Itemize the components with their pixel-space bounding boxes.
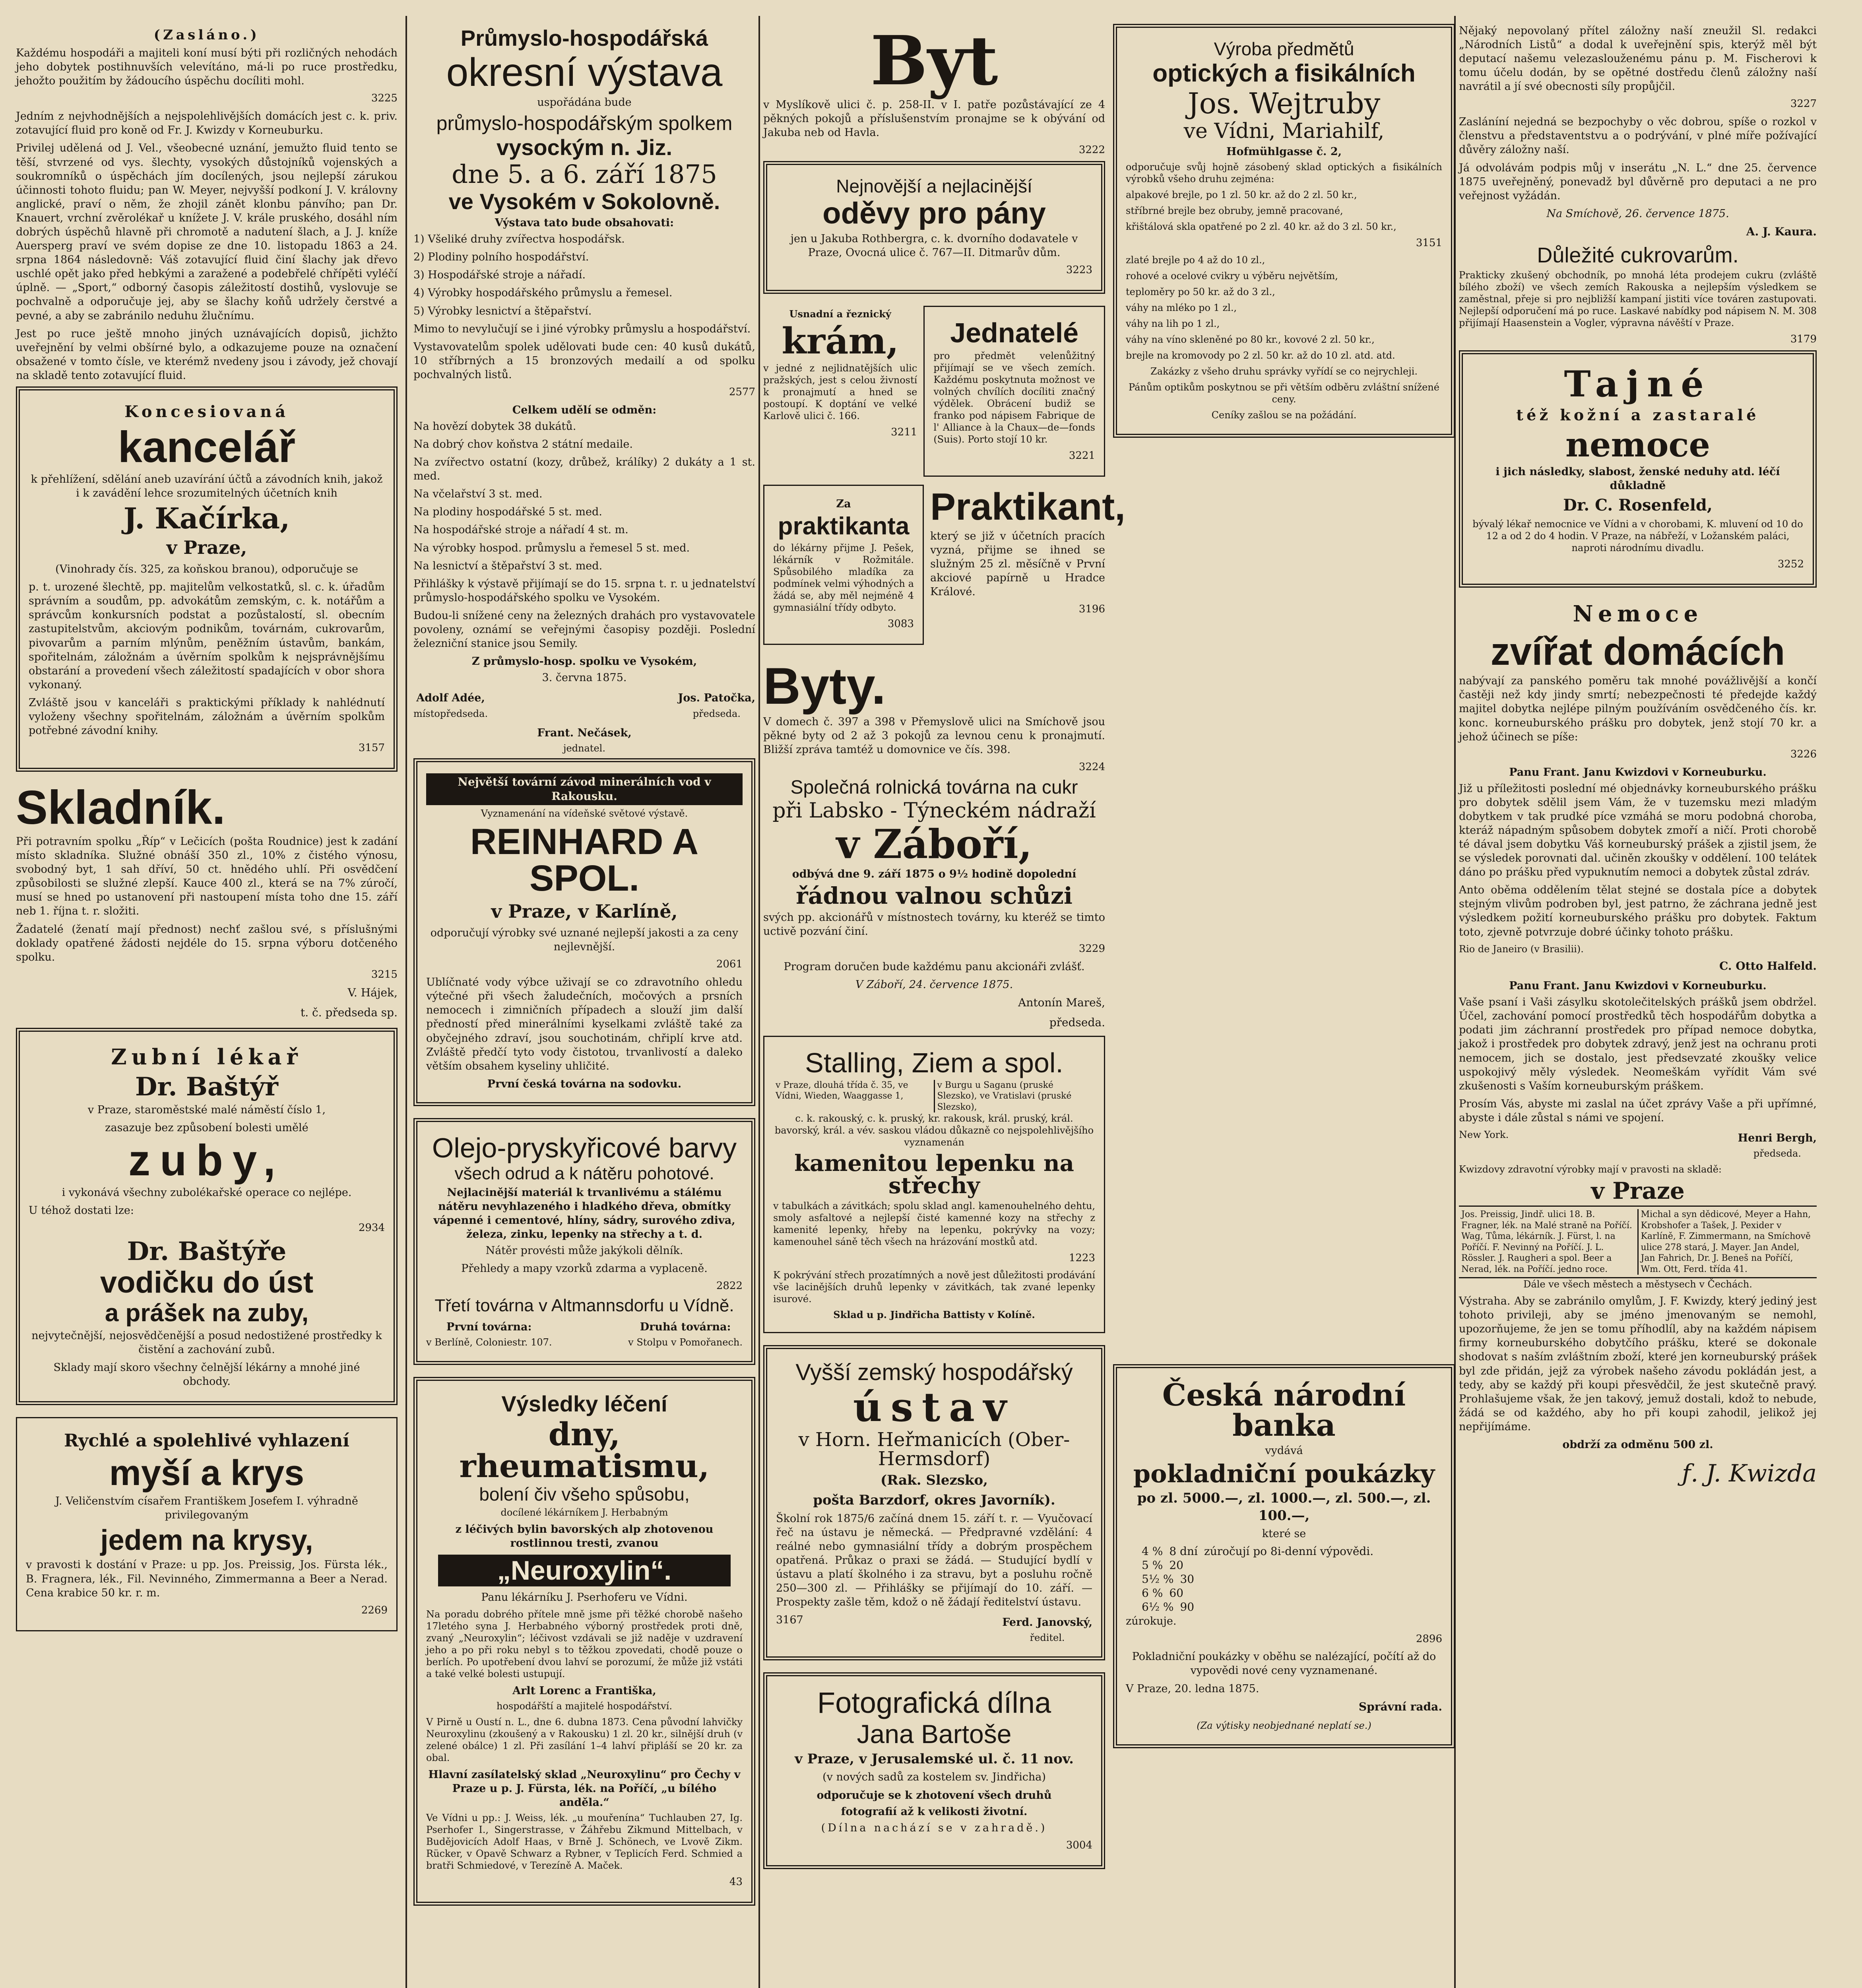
ad-number: 1223 <box>1069 1252 1095 1264</box>
ad-name: Jana Bartoše <box>857 1719 1012 1749</box>
factory-row <box>426 1318 743 1352</box>
ad-list-item: rohové a ocelové cvikry u výběru největším, <box>1126 270 1338 282</box>
rate-days: 8 dní <box>1169 1545 1198 1558</box>
ad-headline: Olejo-pryskyřicové barvy <box>432 1132 737 1163</box>
ad-text: Při potravním spolku „Říp“ v Lečicích (pošta Roudnice) jest k zadání místo skladníka. Služné obnáší 350 zl., 10% z čistého výnosu, svobodný byt, 1 sah dříví, 50 ct. hnědého uhlí. Při osvědčení způsobilosti se služné zlepší. Kauce 400 zl., která se na 7% zúročí, musí se hned po ustanovení při nastoupení místa toho dne 15. září neb 1. října t. r. složiti. <box>16 835 398 918</box>
ad-subheading: Celkem udělí se odměn: <box>512 404 657 416</box>
ad-text: Školní rok 1875/6 začíná dnem 15. září t. r. — Vyučovací řeč na ústavu je německá. — Předpravné vzdělání: 4 reálné nebo gymnasiální třídy a dobrým prospěchem opatřená. Průkaz o praxi se žádá. — Studující bydlí v ústavu a platí školného i za stravu, byt a posluhu ročně 250—300 zl. — Přihlášky se přijímají do 10. září. — Prospekty zašle těm, kdož o ně žádají ředitelství ústavu. <box>776 1512 1092 1609</box>
ad-text: v Myslíkově ulici č. p. 258-II. v I. patře pozůstávající ze 4 pěkných pokojů a příslušenstvím pronajme se k obývání od Jakuba neb od Havla. <box>763 99 1105 139</box>
ad-text: Na poradu dobrého přítele mně jsme při těžké chorobě našeho 17letého syna J. Herbabného výborný prostředek proti dně, zvaný „Neuroxylin“; léčivost vzdávali se již naděje v uzdravení jeho a po při roku nebyl s to těžkou zpovedati, chodě pouze o berlích. Po upotřebení dvou lahví se porozumí, že může již vstáti a také velké bolesti ustupují. <box>426 1608 743 1679</box>
rate-percent: 5 % <box>1142 1559 1163 1572</box>
column-1 <box>16 24 398 1643</box>
rate-days: 60 <box>1169 1586 1183 1600</box>
ad-text: U téhož dostati lze: <box>29 1204 134 1217</box>
ad-title: Nejnovější a nejlacinější <box>836 176 1032 197</box>
ad-list-item: váhy na víno skleněné po 80 kr., kovové 2 zl. 50 kr., <box>1126 334 1375 345</box>
ad-signature: Henri Bergh, <box>1738 1132 1817 1144</box>
ad-headline: kancelář <box>118 423 296 472</box>
ad-name: Dr. Baštýř <box>135 1072 278 1102</box>
ad-number: 2269 <box>361 1604 388 1616</box>
rate-days: 20 <box>1169 1559 1183 1572</box>
column-rule <box>405 16 407 1988</box>
ad-number: 3222 <box>1078 144 1105 156</box>
odevy-ad <box>763 161 1105 294</box>
ad-text: odporučují výrobky své uznané nejlepší jakosti a za ceny nejlevnější. <box>430 927 739 953</box>
ad-salutation: Panu Frant. Janu Kwizdovi v Korneuburku. <box>1509 980 1767 992</box>
olejo-ad <box>413 1118 755 1365</box>
ad-text: obdrží za odměnu 500 zl. <box>1562 1439 1713 1451</box>
zaslano-paragraph: Jest po ruce ještě mnoho jiných uznávajících dopisů, jichžto uveřejnění by velmi obšírné bylo, a odkazujeme pouze na označení obsažené v tomto čísle, ve kterémž nvedeny jsou i závody, jež chovají na skladě tento zotavující fluid. <box>16 327 398 382</box>
ad-number: 2061 <box>716 958 743 971</box>
ad-text: Vyznamenání na vídeňské světové výstavě. <box>481 808 688 819</box>
ad-headline: Jednatelé <box>950 317 1079 349</box>
column-5 <box>1459 24 1817 1487</box>
ad-text: Kwizdovy zdravotní výrobky mají v pravosti na skladě: <box>1459 1164 1722 1175</box>
byt-ad <box>763 21 1105 157</box>
ad-text: též kožní a zastaralé <box>1516 406 1759 424</box>
ad-date: V Praze, 20. ledna 1875. <box>1126 1682 1259 1695</box>
optika-ad <box>1113 24 1455 438</box>
byty-ad <box>763 656 1105 774</box>
ad-text: Žadatelé (ženatí mají přednost) nechť zašlou své, s příslušnými doklady opatřené žádosti nejdéle do 15. srpna výboru dotčeného spolku. <box>16 923 398 963</box>
ad-text: (Rak. Slezsko, <box>880 1472 988 1489</box>
ad-text: odporučuje svůj hojně zásobený sklad optických a fisikálních výrobků všeho druhu zejména: <box>1126 161 1442 185</box>
rate-row <box>1142 1545 1442 1558</box>
ad-number: 3167 <box>776 1614 803 1627</box>
rate-days: 90 <box>1180 1600 1195 1614</box>
ad-text: Druhá továrna: <box>640 1321 731 1334</box>
ustav-ad <box>763 1345 1105 1660</box>
ad-city: v Praze, <box>166 537 247 559</box>
ad-text: nejvytečnější, nejosvědčenější a posud nedostižené prostředky k čistění a zachování zubů. <box>31 1329 382 1356</box>
ad-title: Společná rolnická továrna na cukr <box>790 777 1078 798</box>
stockist-left: Jos. Preissig, Jindř. ulici 18. B. Fragner, lék. na Malé straně na Poříčí. Wag, Tůma, lékárník. J. Fürst, l. na Poříčí. F. Nevinný na Poříčí. J. L. Rössler. J. Raugheri a spol. Beer a Nerad, lék. na Poříčí. jedno roce. <box>1459 1209 1639 1275</box>
kram-ad <box>763 306 917 477</box>
ad-name: Dr. C. Rosenfeld, <box>1563 495 1713 514</box>
ad-text: Výstraha. Aby se zabránilo omylům, J. F. Kwizdy, který jediný jest tohoto privileji, aby se jméno jmenovaným se nemohl, upozorňujeme, že jen se tomu příhodlíl, aby na každém nápisem firmy korneuburského dobytčího prášku, které se dokonale shodovat s naším zvláštním zboží, které jen korneuburský prášek byl zde přidán, jejž za výrobek našeho závodu pokládán jest, a tedy, aby se každý při koupi přesvědčil, že jest skutečně pravý. Prohlašujeme však, že jen takový, jemuž dostali, kdož to nebude, žádá se od každého, aby ho při koupi zahodil, jelikož jej nepřijímáme. <box>1459 1295 1817 1433</box>
ad-place: ve Vysokém v Sokolovně. <box>448 189 720 214</box>
ad-text: Nejlacinější materiál k trvanlivému a stálému nátěru nevyhlazeného i hladkého dřeva, obmítky vápenné i cementové, hlíny, sádry, surového zdiva, železa, zinku, lepenky na střechy a t. d. <box>433 1186 735 1241</box>
ad-address: Hofmühlgasse č. 2, <box>1226 146 1342 158</box>
rate-table <box>1126 1545 1442 1613</box>
ad-list-item: teploměry po 50 kr. až do 3 zl., <box>1126 286 1275 297</box>
ad-text: v tabulkách a závitkách; spolu sklad angl. kamenouhelného dehtu, smoly asfaltové a nejlepší čisté kamenné kozy na střechy z kamenité lepenky, hřeby na lepenku, pokrývky na vozy; kamenouhel sáně těch všech na hrázování mostků atd. <box>773 1200 1095 1248</box>
ad-number: 3223 <box>1066 264 1092 276</box>
ad-number: 3225 <box>371 92 398 105</box>
ad-signature: Arlt Lorenc a Františka, <box>512 1684 656 1697</box>
ad-text: Prosím Vás, abyste mi zaslal na účet zprávy Vaše a při upřímné, abyste i dále zůstal s námi ve spojení. <box>1459 1097 1817 1124</box>
ad-signature: Frant. Nečásek, <box>537 726 632 739</box>
ad-text: bolení čiv všeho spůsobu, <box>479 1484 690 1505</box>
ad-headline: praktikanta <box>778 512 910 540</box>
ad-signature-role: t. č. předseda sp. <box>301 1006 398 1019</box>
ad-text: Ceníky zašlou se na požádání. <box>1211 409 1357 421</box>
ad-text: v pravosti k dostání v Praze: u pp. Jos. Preissig, Jos. Fürsta lék., B. Fragnera, lék., Fil. Nevinného, Zimmermanna a Beer a Nerad. Cena krabice 50 kr. r. m. <box>26 1559 388 1599</box>
ad-text: Třetí továrna v Altmannsdorfu u Vídně. <box>434 1296 734 1316</box>
column-4 <box>1113 24 1455 1760</box>
ad-text: i jich následky, slabost, ženské neduhy atd. léčí důkladně <box>1495 465 1780 492</box>
rate-row <box>1142 1586 1442 1600</box>
ad-number: 3157 <box>358 742 385 754</box>
ad-title: Výroba předmětů <box>1214 39 1354 59</box>
ad-number: 3196 <box>1078 603 1105 615</box>
ad-headline: v Záboří, <box>836 820 1032 868</box>
signature-row <box>776 1613 1092 1648</box>
ad-text: (v nových sadů za kostelem sv. Jindřicha) <box>822 1771 1046 1784</box>
foto-ad <box>763 1672 1105 1869</box>
ad-text: Pokladniční poukázky v oběhu se nalézající, počítí až do vypovědi nové ceny vyznamenané. <box>1132 1650 1436 1677</box>
ad-list-item: Na zvířectvo ostatní (kozy, drůbež, králíky) 2 dukáty a 1 st. med. <box>413 456 755 483</box>
ad-text: Program doručen bude každému panu akcionáři zvlášť. <box>784 960 1085 973</box>
ad-text: pro předmět velenůžitný přijímají se ve všech zemích. Každému poskytnuta možnost ve volných chvílích docíliti značný výdělek. Obrácení budiž se franko pod nápisem Fabrique de l' Alliance à la Chaux—de—fonds (Suis). Porto stojí 10 kr. <box>933 350 1095 445</box>
signature-row <box>413 689 755 723</box>
ad-signature-role: předseda. <box>692 708 741 719</box>
ad-number: 43 <box>729 1876 743 1888</box>
ad-signature: Antonín Mareš, <box>1018 996 1105 1010</box>
ad-text: V domech č. 397 a 398 v Přemyslově ulici na Smíchově jsou pěkné byty od 2 až 3 pokojů za levnou cenu k pronajmutí. Bližší zpráva tamtéž u domovnice ve čís. 398. <box>763 715 1105 756</box>
ad-text: v jedné z nejlidnatějších ulic pražských, jest s celou živností k pronajmutí a hned se postoupí. K doptání ve velké Karlově ulici č. 166. <box>763 363 917 422</box>
ad-list-item: 3) Hospodářské stroje a nářadí. <box>413 269 586 282</box>
ad-headline: řádnou valnou schůzi <box>796 882 1073 909</box>
ad-number: 3227 <box>1790 98 1817 110</box>
ad-signature: V. Hájek, <box>347 986 398 999</box>
ad-text: všech odrud a k nátěru pohotové. <box>454 1163 714 1183</box>
ad-signature: C. Otto Halfeld. <box>1719 959 1817 973</box>
ad-signature-role: hospodářští a majitelé hospodářství. <box>497 1700 672 1712</box>
newspaper-page <box>16 16 1825 1988</box>
ad-text: odbývá dne 9. září 1875 o 9½ hodině dopolední <box>792 868 1076 880</box>
ad-text: odporučuje se k zhotovení všech druhů <box>817 1789 1052 1802</box>
ad-headline: Skladník. <box>16 780 225 834</box>
small-ads-row <box>763 306 1105 477</box>
ad-list-item: Na hovězí dobytek 38 dukátů. <box>413 420 576 433</box>
ad-text: svých pp. akcionářů v místnostech továrny, ku kteréž se timto uctivě pozvání činí. <box>763 911 1105 938</box>
zaslano-heading: (Zasláno.) <box>153 27 260 43</box>
ad-signature-role: místopředseda. <box>413 708 488 719</box>
ad-text: průmyslo-hospodářským spolkem <box>436 112 733 135</box>
ad-list-item: křištálová skla opatřené po 2 zl. 40 kr. až do 3 zl. 50 kr., <box>1126 221 1396 233</box>
ad-text: První továrna: <box>446 1321 532 1334</box>
ad-headline: jedem na krysy, <box>100 1524 313 1557</box>
rate-row <box>1142 1559 1442 1572</box>
ad-title: Výsledky léčení <box>501 1391 667 1417</box>
ad-number: 3179 <box>1790 333 1817 346</box>
ad-number: 3226 <box>1790 748 1817 760</box>
ad-signature-role: jednatel. <box>563 742 605 754</box>
ad-text: Ublíčnaté vody výbce uživají se co zdravotního ohledu výtečné při všech žaludečních, močových a prsních nemocech i zimničních případech a slouží jim další předností před minerálními kyselkami zvláště také za obyčejného zdraví, jsou souchotinám, chřiplí krve atd. Zvláště předčí tyto vody čistotou, trvanlivostí a daleko větším obsahem kyseliny uhličité. <box>426 976 743 1072</box>
ad-text: pošta Barzdorf, okres Javorník). <box>813 1492 1055 1508</box>
ad-text: uspořádána bude <box>537 96 632 109</box>
ad-text: bývalý lékař nemocnice ve Vídni a v chorobami, K. mluvení od 10 do 12 a od 2 do 4 hodin. V Praze, na nábřeží, v Ložanském paláci, naproti národnímu divadlu. <box>1472 518 1803 553</box>
cukrovar-ad <box>1459 245 1817 346</box>
ad-text: v Stolpu v Pomořanech. <box>628 1337 743 1348</box>
notice-date: Na Smíchově, 26. července 1875. <box>1546 207 1729 220</box>
ad-headline: a prášek na zuby, <box>105 1299 309 1327</box>
ad-text: Sklady mají skoro všechny čelnější lékárny a mnohé jiné obchody. <box>53 1361 360 1388</box>
ad-city: v Praze, v Karlíně, <box>491 901 678 922</box>
ad-text: Již u příležitosti poslední mé objednávky korneuburského prášku pro dobytek sdělil jsem Vám, že v tuzemsku mezi mladým dobytkem v tak prudké píce vzmáhá se moru podobná choroba, kteráž nápadným spůsobem dobytek zmoří a ničí. Proti chorobě té dával jsem dobytku Váš korneuburský prášek a zjistil jsem, že se výsledek porovnati dal. učiněn zkoušky v oddělení. 100 telátek dáno po prášku před vypuknutím nemoci a dobytek zůstal zdráv. <box>1459 782 1817 879</box>
cukr-ad <box>763 778 1105 1030</box>
rate-row <box>1142 1573 1442 1586</box>
ad-number: 3215 <box>371 968 398 980</box>
small-ads-row <box>763 485 1125 657</box>
ad-text: z léčivých bylin bavorských alp zhotovenou rostlinnou tresti, zvanou <box>455 1523 714 1550</box>
ad-text: Přihlášky k výstavě přijímají se do 15. srpna t. r. u jednatelství průmyslo-hospodářského spolku ve Vysokém. <box>413 577 755 604</box>
ad-headline: Praktikant, <box>930 485 1125 528</box>
ad-list-item: Na hospodářské stroje a nářadí 4 st. m. <box>413 524 628 536</box>
ad-address: (Vinohrady čís. 325, za koňskou branou), odporučuje se <box>55 563 358 576</box>
notice-paragraph: Nějaký nepovolaný přítel záložny naší zneužil Sl. redakci „Národních Listů“ a dodal k uveřejnění spis, kterýž měl být deputací našemu velezaslouženému pánu p. M. Fischerovi k tomu účelu dodán, by se opětné dostředu členů záložny naší navrátil a jí své obecnosti síly propůjčil. <box>1459 25 1817 93</box>
jednatele-ad <box>923 306 1105 477</box>
ad-headline: kamenitou lepenku na střechy <box>794 1150 1074 1199</box>
ad-number: 3151 <box>1416 237 1442 249</box>
banka-ad <box>1113 1364 1455 1748</box>
ad-text: v Berlíně, Coloniestr. 107. <box>426 1337 552 1348</box>
ad-text: po zl. 5000.—, zl. 1000.—, zl. 500.—, zl. 100.—, <box>1137 1490 1431 1524</box>
ad-text: jen u Jakuba Rothbergra, c. k. dvorního dodavatele v Praze, Ovocná ulice č. 767—II. Ditmarův dům. <box>790 233 1078 259</box>
ad-headline: dny, rheumatismu, <box>459 1415 710 1485</box>
ad-signature: Adolf Adée, <box>416 692 485 705</box>
ad-number: 2577 <box>729 386 755 398</box>
notice-paragraph: Zasláníní nejedná se bezpochyby o věc dobrou, spíše o rozkol v členstvu a představentstvu a o podrývání, v plné míře požívající důvěry záložny naší. <box>1459 116 1817 156</box>
ad-signature-role: předseda. <box>1753 1148 1801 1159</box>
ad-number: 3221 <box>1069 450 1095 462</box>
ad-text: Přehledy a mapy vzorků zdarma a vyplaceně. <box>461 1262 708 1275</box>
kancelar-ad <box>16 386 398 772</box>
ad-subheading: Výstava tato bude obsahovati: <box>495 217 674 229</box>
rate-percent: 6 % <box>1142 1586 1163 1600</box>
ad-list-item: váhy na lih po 1 zl., <box>1126 318 1220 329</box>
ad-footline: Sklad u p. Jindřicha Battisty v Kolíně. <box>833 1309 1035 1321</box>
ad-text: který se již v účetních pracích vyzná, přijme se ihned se služným 25 zl. měsíčně v První akciové papírně u Hradce Králové. <box>930 530 1105 598</box>
ad-text: J. Veličenstvím císařem Františkem Josefem I. výhradně privilegovaným <box>55 1495 358 1522</box>
praktikanta-ad <box>763 485 924 645</box>
ad-headline: Byt <box>870 21 998 101</box>
ad-text: docílené lékárníkem J. Herbabným <box>500 1507 668 1518</box>
ad-text: Prakticky zkušený obchodník, po mnohá léta prodejem cukru (zvláště bílého zboží) ve všech zemích Rakouska a nejlepším výsledkem se zaměstnal, přeje si pro nejbližší kampaní jistiti více továren zastupovati. Nejlepší odporučení má po ruce. Laskavé nabídky pod nápisem N. M. 308 přijímají Haasenstein a Vogler, výpravna návěští v Praze. <box>1459 270 1817 329</box>
ad-title: Koncesiovaná <box>124 402 289 421</box>
ad-title: Nemoce <box>1573 601 1703 627</box>
ad-text: fotografií až k velikosti životní. <box>841 1805 1028 1818</box>
handwritten-signature: ƒ. J. Kwizda <box>1682 1460 1817 1488</box>
ad-list-item: 2) Plodiny polního hospodářství. <box>413 251 589 264</box>
neuroxylin-ad <box>413 1377 755 1905</box>
ad-headline: Stalling, Ziem a spol. <box>805 1047 1063 1078</box>
ad-text: v Horn. Heřmanicích (Ober-Hermsdorf) <box>798 1429 1070 1470</box>
ad-text: které se <box>1262 1528 1306 1540</box>
ad-title: Vyšší zemský hospodářský <box>795 1359 1073 1386</box>
zaslano-paragraph: Každému hospodáři a majiteli koní musí býti při rozličných nehodách jeho dobytek postihnuvších velevítáno, má-li po ruce prostředku, jehožto použitím by žádoucího úspěchu docíliti mohl. <box>16 47 398 87</box>
ad-salutation: Panu Frant. Janu Kwizdovi v Korneuburku. <box>1509 766 1767 779</box>
ad-address: v Praze, v Jerusalemské ul. č. 11 nov. <box>795 1751 1074 1767</box>
zaslano-paragraph: Jedním z nejvhodnějších a nejspolehlivějších domácích jest c. k. priv. zotavující fluid pro koně od Fr. J. Kwizdy v Korneuburku. <box>16 110 398 137</box>
ad-number: 3229 <box>1078 943 1105 955</box>
ad-text: zúrokuje. <box>1126 1615 1177 1628</box>
ad-text: c. k. rakouský, c. k. pruský, kr. rakousk, král. pruský, král. bavorský, král. a vév. saskou vládou důkazně co nejspolehlivějšího vyznamenán <box>774 1113 1094 1148</box>
ad-number: 2822 <box>716 1280 743 1292</box>
ad-text: Vystavovatelům spolek udělovati bude cen: 40 kusů dukátů, 10 stříbrných a 15 bronzových medailí a od spolku pochvalných listů. <box>413 340 755 381</box>
zaslano-paragraph: Privilej udělená od J. Vel., všeobecné uznání, jemužto fluid tento se těší, stvrzené od vys. šlechty, vysokých důstojníků vojenských a soukromníků o úspěchách jím docílených, jsou nejlepší zárukou účinnosti tohoto fluidu; pan W. Meyer, nejvyšší podkoní J. V. královny anglické, praví o něm, že zhojil zánět klonbu pánvího; pan Dr. Knauert, vrchní zvěrolékař u knížete J. V. krále pruského, dosáhl ním dobrých úspěchů hlavně při chromotě a nadutení šlach, a J. J. kníže Auersperg praví ve svém dopise ze dne 10. listopadu 1863 a 24. srpna 1864 následovně: Váš zotavující fluid činí šlachy jak dřevo uschlé opět jako před hebkými a zaražené a podebřelé chřípěti vyléčí úplně. — „Sport,“ odborný časopis záležitostí dostihů, vyslovuje se pochvalně a odporučuje jej, aby se šlachy koňů udržely čerstvé a pevné, a aby se zabránilo neduhu žlučnímu. <box>16 142 398 322</box>
ad-list-item: váhy na mléko po 1 zl., <box>1126 302 1237 313</box>
ad-headline: ústav <box>853 1384 1016 1431</box>
ad-list-item: Na včelařství 3 st. med. <box>413 488 543 501</box>
address-right: v Burgu u Saganu (pruské Slezsko), ve Vratislavi (pruské Slezsko), <box>937 1080 1072 1112</box>
mysi-ad <box>16 1417 398 1631</box>
vystava-ad <box>413 27 755 754</box>
ad-text: Nátěr provésti může jakýkoli dělník. <box>485 1244 683 1257</box>
praktikant-ad <box>930 485 1125 657</box>
ad-text: Hlavní zasílatelský sklad „Neuroxylinu“ pro Čechy v Praze u p. J. Fürsta, lék. na Poříčí, „u bílého anděla.“ <box>428 1768 741 1809</box>
ad-text: Zvláště jsou v kanceláři s praktickými příklady k nahlédnutí vyloženy všechny spořitelnám, záložnám a úvěrním spolkům potřebné závodní knihy. <box>29 696 385 737</box>
rate-row <box>1142 1600 1442 1613</box>
ad-headline: Byty. <box>763 656 886 715</box>
ad-headline: nemoce <box>1565 425 1710 464</box>
ad-text: při Labsko - Týneckém nádraží <box>772 798 1096 823</box>
ad-text: Vaše psaní i Vaši zásylku skotolečitelských prášků jsem obdržel. Účel, zachování pomocí prostředků těch hospodářům dobytka a podati jim záchranní prostředek pro případ nemoce dobytka, jakož i prostředek pro dobytek zdravý, jenž jest na ochranu proti nemocem, jich se dostalo, jest předsevzaté zkoušky velice uspokojivý měly výsledek. Neomeškám vyřídit Vám své zkušenosti s Vaším korneuburským práškem. <box>1459 996 1817 1092</box>
ad-list-item: Na plodiny hospodářské 5 st. med. <box>413 506 602 518</box>
ad-place: Rio de Janeiro (v Brasilii). <box>1459 943 1584 955</box>
address-left: v Praze, dlouhá třída č. 35, ve Vídni, Wieden, Waaggasse 1, <box>773 1080 935 1113</box>
ad-text: Anto oběma oddělením tělat stejné se dostala píce a dobytek stejným vlivům podroben byl, jest patrno, že záchrana jedně jest výsledkem požití korneuburského prášku pro dobytek. Faktum toto, zjevně potvrzuje dobré účinky tohoto prášku. <box>1459 884 1817 938</box>
ad-headline: Tajné <box>1564 363 1712 406</box>
ad-text: (Dílna nachází se v zahradě.) <box>821 1821 1047 1834</box>
ad-text: Dále ve všech městech a městysech v Čechách. <box>1523 1279 1752 1290</box>
ad-badge: „Neuroxylin“. <box>438 1555 731 1586</box>
ad-date: 3. června 1875. <box>542 672 627 684</box>
rate-note: zúročují po 8i-denní výpovědi. <box>1204 1545 1374 1558</box>
ad-headline: krám, <box>782 320 899 363</box>
ad-headline: myší a krys <box>109 1453 305 1493</box>
zvirat-ad <box>1459 600 1817 1487</box>
ad-topline: Největší tovární závod minerálních vod v Rakousku. <box>426 773 743 806</box>
ad-place: New York. <box>1459 1129 1509 1140</box>
ad-signature-role: ředitel. <box>1030 1632 1065 1644</box>
ad-text: Zakázky z všeho druhu správky vyřídí se co nejrychleji. <box>1150 365 1418 377</box>
ad-title: Zubní lékař <box>111 1044 303 1070</box>
skladnik-ad <box>16 780 398 1020</box>
ad-footline: (Za výtisky neobjednané neplatí se.) <box>1197 1720 1371 1732</box>
rate-days: 30 <box>1180 1573 1195 1586</box>
ad-list-item: 4) Výrobky hospodářského průmyslu a řemesel. <box>413 287 673 299</box>
signature-row <box>1459 1129 1817 1163</box>
column-2 <box>413 24 755 1918</box>
ad-headline: oděvy pro pány <box>822 196 1046 231</box>
ad-number: 3211 <box>891 426 917 439</box>
ad-list-item: 5) Výrobky lesnictví a štěpařství. <box>413 305 592 317</box>
rate-percent: 4 % <box>1142 1545 1163 1558</box>
ad-list-item: brejle na kromovody po 2 zl. 50 kr. až do 10 zl. atd. atd. <box>1126 349 1395 361</box>
ad-signature: Jos. Patočka, <box>678 692 755 705</box>
ad-number: 2896 <box>1416 1633 1442 1645</box>
ad-number: 3004 <box>1066 1839 1092 1851</box>
ad-number: 2934 <box>358 1221 385 1234</box>
ad-text: Pánům optikům poskytnou se při větším odběru zvláštní snížené ceny. <box>1129 381 1439 405</box>
notice-paragraph: Já odvolávám podpis můj v inserátu „N. L.“ dne 25. července 1875 uveřejněný, ponevadž byl důvěrně pro deputaci a ne pro veřejnost vyžádán. <box>1459 161 1817 202</box>
column-3 <box>763 21 1125 1881</box>
ad-text: K pokrývání střech prozatímných a nově jest důležitosti prodávání vše lacinějších druhů lepenky v závitkách, tak zvané lepenky isurové. <box>773 1270 1095 1305</box>
ad-headline: pokladniční poukázky <box>1133 1459 1435 1488</box>
ad-list-item: alpakové brejle, po 1 zl. 50 kr. až do 2 zl. 50 kr., <box>1126 189 1357 201</box>
ad-city: v Praze <box>1591 1177 1685 1205</box>
ad-list-item: 1) Všeliké druhy zvířectva hospodářsk. <box>413 233 625 246</box>
ad-date: dne 5. a 6. září 1875 <box>452 160 717 190</box>
ad-title: Průmyslo-hospodářská <box>460 25 708 50</box>
ad-text: k přehlížení, sdělání aneb uzavírání účtů a závodních knih, jakož i k zavádění lehce srozumitelných účetních knih <box>31 473 383 500</box>
ad-list-item: Na lesnictví a štěpařství 3 st. med. <box>413 559 603 572</box>
ad-signature: Z průmyslo-hosp. spolku ve Vysokém, <box>471 655 697 668</box>
reinhard-ad <box>413 758 755 1106</box>
zaslano-notice <box>16 26 398 382</box>
ad-number: 3224 <box>1078 761 1105 773</box>
tajne-ad <box>1459 350 1817 588</box>
ad-text: do lékárny přijme J. Pešek, lékárník v Rožmitále. Spůsobilého mladíka za podmínek velmi výhodných a žádá se, aby měl nejméně 4 gymnasiální třídy odbyto. <box>773 542 914 613</box>
ad-headline: zvířat domácích <box>1490 629 1785 674</box>
ad-text: vysockým n. Jiz. <box>496 135 672 160</box>
ad-text: i vykonává všechny zubolékařské operace co nejlépe. <box>62 1186 352 1199</box>
ad-headline: okresní výstava <box>446 50 723 95</box>
ad-signature: Správní rada. <box>1358 1700 1442 1713</box>
ad-number: 3252 <box>1777 558 1804 570</box>
ad-headline: Česká národní banka <box>1162 1377 1406 1443</box>
ad-name: Dr. Baštýře <box>127 1236 287 1266</box>
ad-footline: První česká továrna na sodovku. <box>487 1077 682 1090</box>
ad-headline: optických a fisikálních <box>1152 60 1416 87</box>
ad-title: Rychlé a spolehlivé vyhlazení <box>64 1431 349 1451</box>
address-table <box>773 1080 1095 1113</box>
ad-signature-role: předseda. <box>1049 1016 1105 1029</box>
rate-percent: 5½ % <box>1142 1573 1174 1586</box>
ad-text: Ve Vídni u pp.: J. Weiss, lék. „u mouřenína“ Tuchlauben 27, Ig. Pserhofer I., Singerstrasse, v Žáhřebu Zikmund Mittelbach, v Budějovicích Adolf Haas, v Brně J. Schönech, ve Lvově Zikm. Rücker, v Opavě Schwarz a Rybner, v Teplicích Ferd. Schmied a bratři Schmiedové, v Terezíně A. Maček. <box>426 1812 743 1872</box>
stockist-table <box>1459 1206 1817 1278</box>
spacer <box>1113 450 1455 1364</box>
ad-list-item: stříbrné brejle bez obruby, jemně pracované, <box>1126 205 1343 217</box>
ad-city: ve Vídni, Mariahilf, <box>1183 119 1385 143</box>
ad-text: Mimo to nevylučují se i jiné výrobky průmyslu a hospodářství. <box>413 322 751 335</box>
column-rule <box>758 16 760 1988</box>
ad-name: J. Kačírka, <box>123 501 290 536</box>
ad-headline: vodičku do úst <box>100 1265 314 1299</box>
stalling-ad <box>763 1036 1105 1333</box>
ad-text: p. t. urozené šlechtě, pp. majitelům velkostatků, sl. c. k. úřadům správním a soudům, pp. advokátům zemským, c. k. notářům a správcům konkursních podstat a pozůstalostí, sl. obecním zastupitelstvům, akciovým podnikům, továrnám, cukrovarům, pivovarům a parním mlýnům, peněžním ústavům, bankám, spořitelnám, záložnám a úvěrním spolkům k nejsprávnějšímu obstarání a provedení všech záležitostí spadajících v obor shora vykonaný. <box>29 581 385 691</box>
stockist-right: Michal a syn dědicové, Meyer a Hahn, Krobshofer a Tašek, J. Pexider v Karlíně, F. Zimmermann, na Smíchově ulice 278 stará, J. Mayer. Jan Andel, Jan Fahrich, Dr. J. Beneš na Poříčí, Wm. Ott, Ferd. třída 41. <box>1641 1209 1811 1274</box>
ad-title: Za <box>836 497 851 510</box>
ad-text: zasazuje bez způsobení bolesti umělé <box>105 1121 308 1134</box>
ad-text: Budou-li snížené ceny na železných drahách pro vystavovatele povoleny, oznámí se veřejnými časopisy později. Poslední železniční stanice jsou Semily. <box>413 609 755 650</box>
ad-date: V Záboří, 24. července 1875. <box>855 978 1013 991</box>
ad-list-item: Na dobrý chov koňstva 2 státní medaile. <box>413 438 633 451</box>
ad-text: nabývají za panského poměru tak mnohé povážlivější a končí častěji než kdy jindy smrtí; nebezpečnosti té předejde každý majitel dobytka nejlépe pilným používáním osvědčeného čís. kr. konc. korneuburského prášku pro dobytek, jenž stojí 70 kr. a jehož účinech se píše: <box>1459 675 1817 743</box>
ad-signature: Ferd. Janovský, <box>1002 1616 1092 1629</box>
ad-list-item: zlaté brejle po 4 až do 10 zl., <box>1126 254 1265 266</box>
ad-address: v Praze, staroměstské malé náměstí číslo 1, <box>87 1103 326 1116</box>
ad-headline: REINHARD A SPOL. <box>470 821 699 899</box>
ad-title: Usnadní a řeznický <box>789 308 891 320</box>
ad-headline: Důležité cukrovarům. <box>1537 243 1739 268</box>
rate-percent: 6½ % <box>1142 1600 1174 1614</box>
ad-number: 3083 <box>887 617 914 630</box>
ad-headline: Fotografická dílna <box>817 1686 1051 1720</box>
zubni-ad <box>16 1028 398 1405</box>
ad-text: vydává <box>1265 1444 1303 1457</box>
ad-list-item: Na výrobky hospod. průmyslu a řemesel 5 st. med. <box>413 542 690 554</box>
notice-signature: A. J. Kaura. <box>1746 225 1817 238</box>
ad-headline: zuby, <box>128 1136 285 1185</box>
ad-text: V Pirně u Oustí n. L., dne 6. dubna 1873. Cena původní lahvičky Neuroxylinu (zkoušený a v Rakousku) 1 zl. 20 kr., silnější druh (v zelené obálce) 1 zl. Při zasílání 1–4 lahví připláší se 20 kr. za obal. <box>426 1716 743 1763</box>
ad-name: Jos. Wejtruby <box>1187 87 1381 120</box>
ad-text: Panu lékárníku J. Pserhoferu ve Vídni. <box>481 1591 688 1604</box>
